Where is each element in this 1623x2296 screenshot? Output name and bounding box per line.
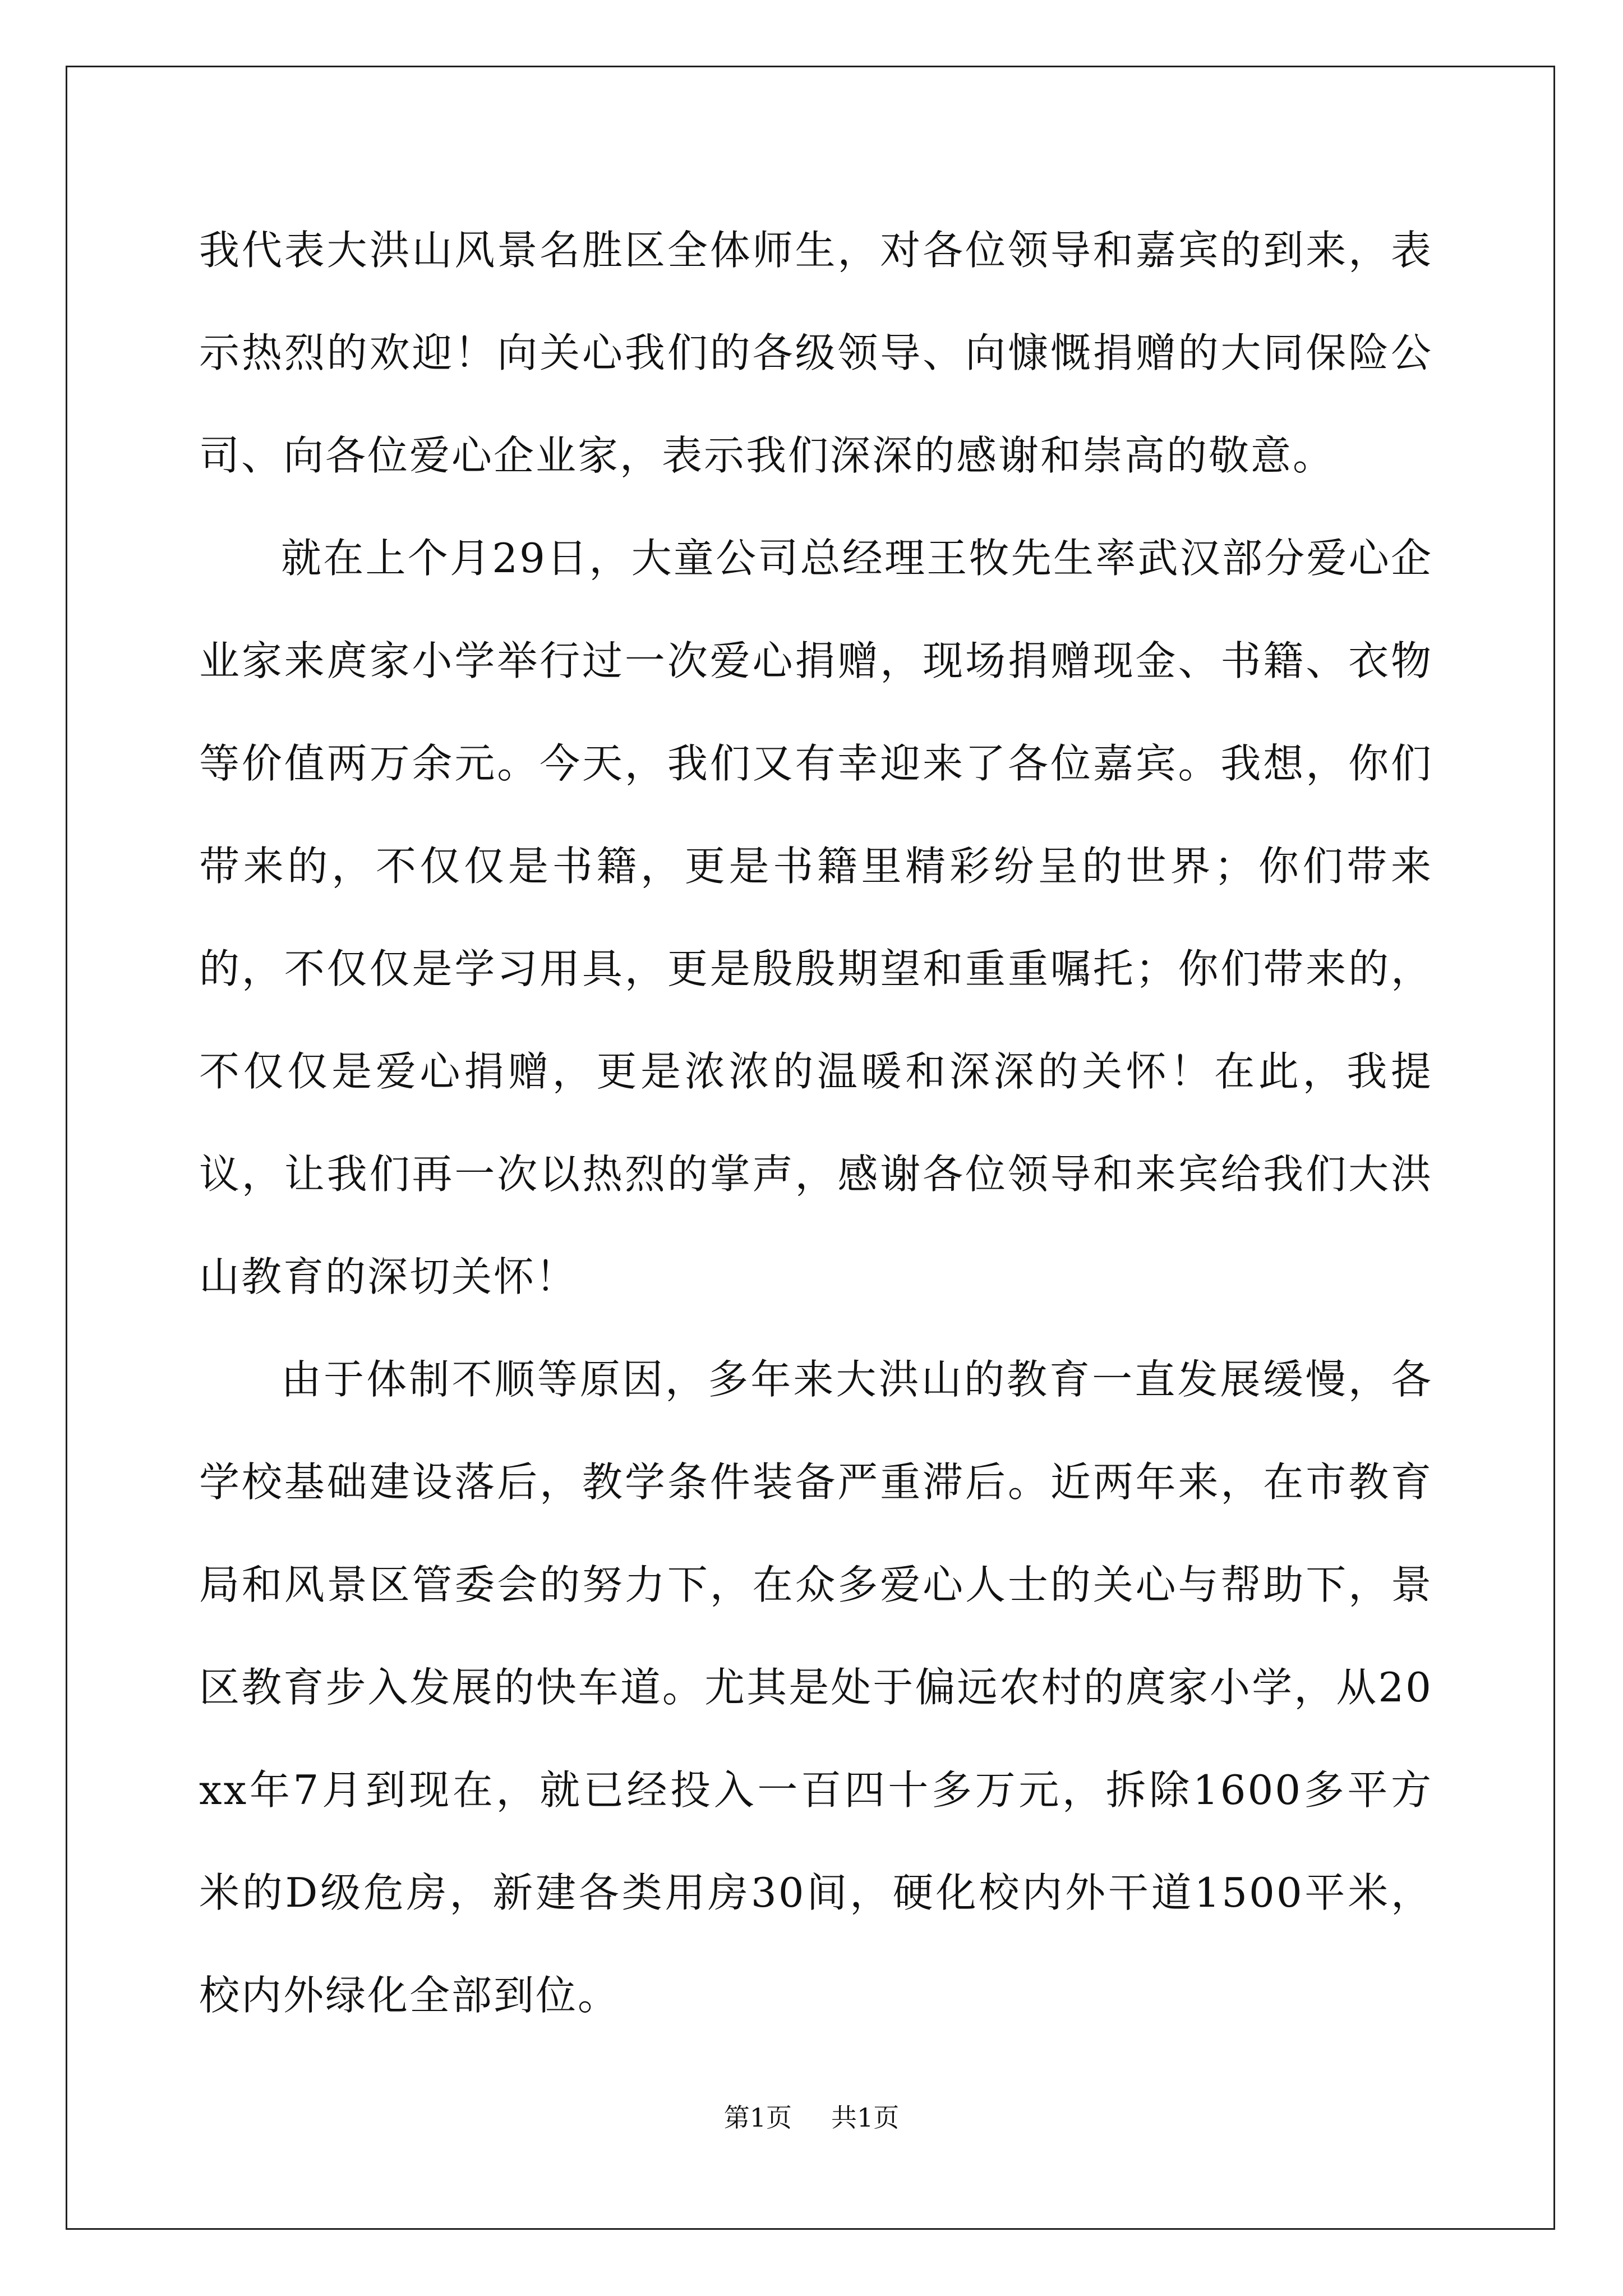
page-total: 共1页 (831, 2102, 900, 2133)
paragraph-3: 由于体制不顺等原因，多年来大洪山的教育一直发展缓慢，各学校基础建设落后，教学条件装备严重滞后。近两年来，在市教育局和风景区管委会的努力下，在众多爱心人士的关心与帮助下，景区教育步入发展的快车道。尤其是处于偏远农村的庹家小学，从20xx年7月到现在，就已经投入一百四十多万元，拆除1600多平方米的D级危房，新建各类用房30间，硬化校内外干道1500平米，校内外绿化全部到位。 (199, 1356, 1433, 2019)
page-number: 第1页 (723, 2102, 792, 2133)
page-footer (0, 2101, 1623, 2134)
paragraph-1: 我代表大洪山风景名胜区全体师生，对各位领导和嘉宾的到来，表示热烈的欢迎！向关心我们的各级领导、向慷慨捐赠的大同保险公司、向各位爱心企业家，表示我们深深的感谢和崇高的敬意。 (199, 227, 1433, 479)
paragraph-2: 就在上个月29日，大童公司总经理王牧先生率武汉部分爱心企业家来庹家小学举行过一次爱心捐赠，现场捐赠现金、书籍、衣物等价值两万余元。今天，我们又有幸迎来了各位嘉宾。我想，你们带来的，不仅仅是书籍，更是书籍里精彩纷呈的世界；你们带来的，不仅仅是学习用具，更是殷殷期望和重重嘱托；你们带来的，不仅仅是爱心捐赠，更是浓浓的温暖和深深的关怀！在此，我提议，让我们再一次以热烈的掌声，感谢各位领导和来宾给我们大洪山教育的深切关怀！ (199, 535, 1433, 1300)
document-body (199, 199, 1433, 2047)
